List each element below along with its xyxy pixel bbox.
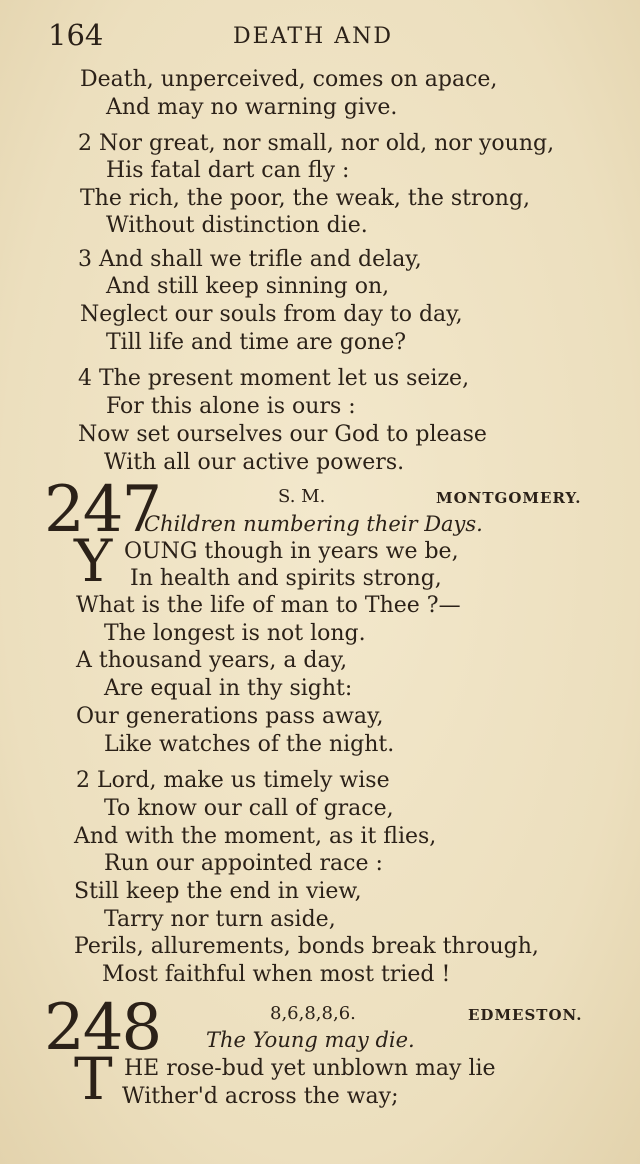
hymn-meter: 8,6,8,8,6. [270, 1003, 356, 1024]
verse-line: For this alone is ours : [106, 394, 356, 419]
page-number: 164 [48, 18, 104, 52]
verse-line: Wither'd across the way; [122, 1084, 399, 1109]
verse-line: Till life and time are gone? [106, 330, 407, 355]
verse-line: With all our active powers. [104, 450, 405, 475]
hymn-number: 248 [44, 991, 161, 1065]
verse-line: 2 Lord, make us timely wise [76, 768, 390, 793]
verse-line: HE rose-bud yet unblown may lie [124, 1056, 496, 1081]
verse-line: Death, unperceived, comes on apace, [80, 67, 498, 92]
hymn-tune: MONTGOMERY. [436, 489, 582, 507]
hymn-subtitle: Children numbering their Days. [144, 512, 483, 536]
verse-line: Our generations pass away, [76, 704, 384, 729]
verse-line: Are equal in thy sight: [104, 676, 353, 701]
verse-line: A thousand years, a day, [76, 648, 348, 673]
verse-line: Still keep the end in view, [74, 879, 362, 904]
verse-line: The longest is not long. [104, 621, 366, 646]
verse-line: The rich, the poor, the weak, the strong, [80, 186, 531, 211]
verse-line: His fatal dart can fly : [106, 158, 350, 183]
verse-line: 3 And shall we trifle and delay, [78, 247, 422, 272]
hymn-subtitle: The Young may die. [206, 1028, 415, 1052]
hymn-tune: EDMESTON. [468, 1006, 583, 1024]
drop-cap: Y [74, 527, 113, 595]
verse-line: To know our call of grace, [104, 796, 394, 821]
running-head: DEATH AND [233, 24, 394, 49]
verse-line: 2 Nor great, nor small, nor old, nor young, [78, 131, 555, 156]
verse-line: OUNG though in years we be, [124, 539, 459, 564]
drop-cap: T [74, 1045, 113, 1113]
page-header [0, 18, 640, 58]
verse-line: 4 The present moment let us seize, [78, 366, 470, 391]
hymn-meter: S. M. [278, 486, 326, 507]
verse-line: And still keep sinning on, [106, 274, 390, 299]
verse-line: Most faithful when most tried ! [102, 962, 451, 987]
verse-line: Neglect our souls from day to day, [80, 302, 463, 327]
verse-line: Without distinction die. [106, 213, 368, 238]
verse-line: Perils, allurements, bonds break through, [74, 934, 539, 959]
hymn-number: 247 [44, 473, 161, 547]
verse-line: In health and spirits strong, [130, 566, 442, 591]
verse-line: Like watches of the night. [104, 732, 395, 757]
verse-line: What is the life of man to Thee ?— [76, 593, 461, 618]
verse-line: And may no warning give. [106, 95, 398, 120]
verse-line: Now set ourselves our God to please [78, 422, 487, 447]
verse-line: Run our appointed race : [104, 851, 383, 876]
verse-line: And with the moment, as it flies, [74, 824, 437, 849]
verse-line: Tarry nor turn aside, [104, 907, 336, 932]
